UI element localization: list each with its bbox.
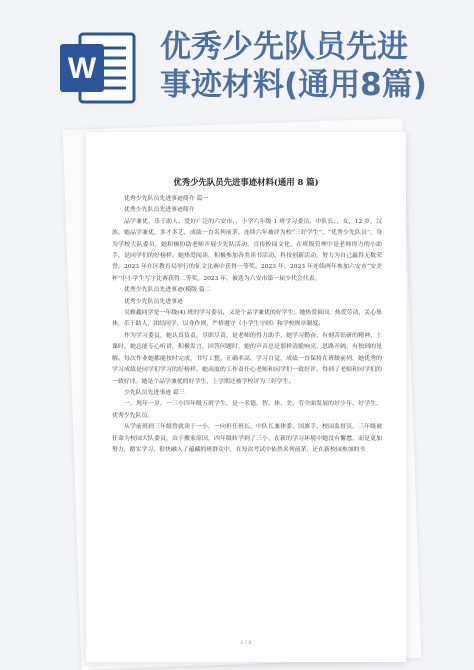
section-heading: 优秀少先队员先进事迹(模版 篇二 [124, 287, 211, 294]
document-body [112, 194, 382, 456]
banner-title-line-2: 事迹材料(通用8篇) [160, 67, 427, 103]
section-heading: 优秀少先队员先进事迹简介 篇一 [124, 196, 209, 202]
section-subheading: 优秀少先队员先进事迹简介 [124, 207, 195, 214]
body-paragraph: 从学前班到三年级曾就读于一小，一向担任班长、中队长兼体委、国旗手、校园监督员，三年级被任命为校园大队委员，由于搬家原因，四年级转学到了三小，在新的学习环境中她没有懈怠，而是更加努力，踏实学习，很快融入了蕴藏的班群众中，在每次考试中依然名列前茅，还在新校园参加的书 [112, 424, 382, 453]
body-paragraph: 一、现年一岁，一三小四年级五班学生，是一名德、智、体、美、劳全面发展的好少年、好学生、优秀少先队员。 [112, 401, 382, 419]
section-heading: 少先队员先进事迹 篇三 [124, 389, 185, 396]
document-page [86, 132, 406, 662]
body-paragraph: 品学兼优、乐于助人、爱好广泛的六安市、，小学六年级 1 班学习委员、中队长、，女，12 岁，汉族。她品学兼优，多才多艺，成绩一直名列前茅，连续六年被评为校“三好学生”、“优秀少先队员”，身为学校大队委员，她积极协助老师开展少先队活动，宣传校园文化，在班级管理中是老师得力的小助手，是同学们的好榜样。她热爱阅读，积极参加各类读书活动、科技创新活动，努力为自己赢得无数荣誉。2023 年在区教育局举行的征文比赛中获得一等奖。2023 年，2023 年连续两年参加六安市“安美杯”中小学生写字比赛获得二等奖。2023 年，被选为六安市第一届少代会代表。 [112, 218, 382, 282]
section-subheading: 优秀少先队员先进事迹 [124, 298, 183, 305]
body-paragraph: 吴雅鑫同学是一年级(4) 班的学习委员，又是个品学兼优的好学生。她热爱祖国，热爱劳动，关心集体，乐于助人，团结同学，以身作则，严格遵守《小学生守则》和学校规章制度。 [112, 310, 382, 328]
body-paragraph: 作为学习委员，她认真负责，尽职尽责，是老师的得力助手，她学习勤奋，有刻苦钻研的精神，上课时，她总能专心听讲，积极发言，回答问题时，她的声音总是那样清脆响亮，思路开阔，有独到的见解。每次作业她都能按时完成，书写工整，正确率高，学习自觉，成绩一直保持在班级前列，她优秀的学习成绩是同学们学习的好榜样，她高度的工作责任心老师和同学们一致好评，得到了老师和同学们的一致好评。她是个品学兼优的好学生，上学期还被学校评为三好学生。 [112, 332, 382, 385]
page-number: 1 / 8 [240, 640, 252, 646]
banner [0, 0, 474, 120]
word-document-icon [58, 32, 138, 104]
banner-title [160, 28, 460, 104]
document-title: 优秀少先队员先进事迹材料(通用 8 篇) [173, 177, 319, 187]
banner-title-line-1: 优秀少先队员先进 [160, 29, 408, 65]
word-icon-letter: W [67, 52, 97, 85]
